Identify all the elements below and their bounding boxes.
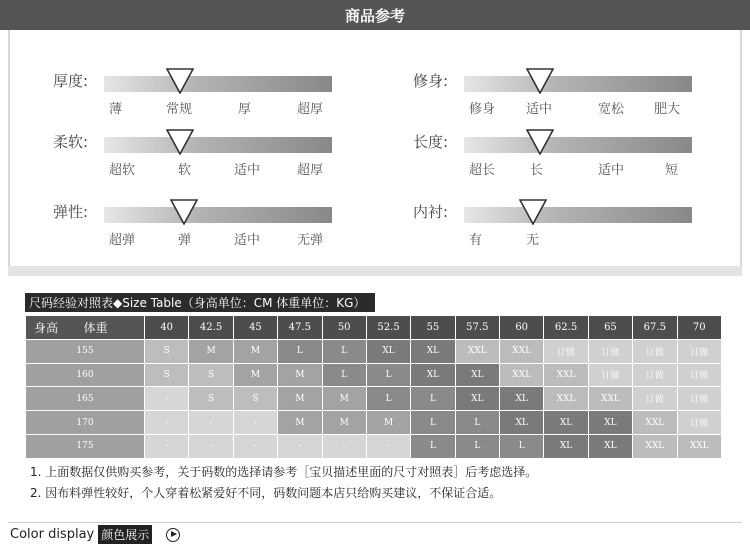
size-cell: XL bbox=[500, 387, 544, 411]
size-cell: XL bbox=[544, 411, 588, 435]
attribute-tick-label: 长 bbox=[530, 163, 544, 178]
size-cell: 订做 bbox=[588, 339, 632, 363]
attribute-scale-bar bbox=[104, 207, 332, 223]
size-cell: M bbox=[366, 411, 410, 435]
size-cell: L bbox=[411, 434, 455, 458]
size-cell: XL bbox=[455, 363, 499, 387]
attribute-row bbox=[53, 199, 343, 259]
weight-header: 50 bbox=[322, 316, 366, 340]
size-cell: XXL bbox=[544, 363, 588, 387]
size-cell: L bbox=[322, 363, 366, 387]
attribute-row bbox=[53, 68, 343, 128]
size-cell: L bbox=[322, 339, 366, 363]
attribute-tick-label: 宽松 bbox=[598, 102, 625, 117]
size-cell: - bbox=[233, 434, 277, 458]
size-cell: M bbox=[233, 363, 277, 387]
weight-header: 40 bbox=[145, 316, 189, 340]
size-cell: M bbox=[278, 363, 322, 387]
attribute-tick-label: 超弹 bbox=[109, 233, 136, 248]
size-cell: S bbox=[145, 363, 189, 387]
attribute-label: 长度: bbox=[413, 133, 449, 151]
weight-header: 52.5 bbox=[366, 316, 410, 340]
size-cell: XL bbox=[500, 411, 544, 435]
size-table-corner bbox=[26, 316, 145, 340]
weight-header: 62.5 bbox=[544, 316, 588, 340]
attribute-tick-label: 无弹 bbox=[297, 233, 324, 248]
size-cell: XL bbox=[366, 339, 410, 363]
size-cell: M bbox=[189, 339, 233, 363]
weight-header: 70 bbox=[677, 316, 722, 340]
size-cell: - bbox=[278, 434, 322, 458]
corner-weight-label: 体重 bbox=[83, 320, 108, 335]
size-cell: L bbox=[455, 434, 499, 458]
weight-header: 45 bbox=[233, 316, 277, 340]
size-cell: S bbox=[189, 387, 233, 411]
attribute-scale-bar bbox=[104, 137, 332, 153]
table-row bbox=[26, 411, 722, 435]
attribute-tick-label: 超厚 bbox=[297, 163, 324, 178]
size-cell: XL bbox=[588, 411, 632, 435]
weight-header: 57.5 bbox=[455, 316, 499, 340]
scale-marker-icon bbox=[166, 129, 194, 155]
weight-header: 55 bbox=[411, 316, 455, 340]
attribute-tick-label: 短 bbox=[665, 163, 679, 178]
size-cell: 订做 bbox=[588, 363, 632, 387]
size-cell: 订做 bbox=[633, 339, 677, 363]
size-cell: XXL bbox=[544, 387, 588, 411]
table-row bbox=[26, 339, 722, 363]
attribute-scale-bar bbox=[464, 76, 692, 92]
size-cell: XL bbox=[411, 363, 455, 387]
attribute-label: 厚度: bbox=[53, 72, 89, 90]
attribute-row bbox=[53, 129, 343, 189]
size-cell: 订做 bbox=[633, 387, 677, 411]
table-row bbox=[26, 434, 722, 458]
size-cell: XXL bbox=[633, 434, 677, 458]
size-cell: S bbox=[233, 387, 277, 411]
size-cell: 订做 bbox=[677, 339, 722, 363]
scale-marker-icon bbox=[519, 199, 547, 225]
size-cell: XL bbox=[544, 434, 588, 458]
size-cell: - bbox=[145, 434, 189, 458]
attribute-tick-label: 有 bbox=[469, 233, 483, 248]
size-cell: M bbox=[278, 411, 322, 435]
weight-header: 47.5 bbox=[278, 316, 322, 340]
height-cell: 175 bbox=[26, 434, 145, 458]
size-cell: 订做 bbox=[677, 411, 722, 435]
size-cell: L bbox=[411, 411, 455, 435]
attribute-label: 内衬: bbox=[413, 203, 449, 221]
size-cell: XXL bbox=[588, 387, 632, 411]
size-cell: XL bbox=[455, 387, 499, 411]
corner-height-label: 身高 bbox=[34, 320, 59, 335]
attribute-tick-label: 超长 bbox=[469, 163, 496, 178]
size-cell: 订做 bbox=[633, 363, 677, 387]
size-cell: - bbox=[366, 434, 410, 458]
table-row bbox=[26, 387, 722, 411]
weight-header: 60 bbox=[500, 316, 544, 340]
attribute-scale-bar bbox=[464, 207, 692, 223]
attribute-label: 弹性: bbox=[53, 203, 89, 221]
size-cell: L bbox=[455, 411, 499, 435]
scale-marker-icon bbox=[170, 199, 198, 225]
footer-divider bbox=[8, 522, 742, 523]
size-cell: M bbox=[322, 387, 366, 411]
size-cell: L bbox=[278, 339, 322, 363]
scale-marker-icon bbox=[526, 68, 554, 94]
size-cell: L bbox=[411, 387, 455, 411]
play-circle-icon[interactable] bbox=[166, 528, 180, 542]
size-cell: S bbox=[189, 363, 233, 387]
attribute-row bbox=[413, 68, 703, 128]
attribute-scale-bar bbox=[464, 137, 692, 153]
color-display-heading bbox=[10, 525, 180, 544]
attribute-row bbox=[413, 129, 703, 189]
attribute-tick-label: 适中 bbox=[234, 233, 261, 248]
attribute-scale-bar bbox=[104, 76, 332, 92]
scale-marker-icon bbox=[166, 68, 194, 94]
note-1: 1. 上面数据仅供购买参考，关于码数的选择请参考［宝贝描述里面的尺寸对照表］后考虑选择。 bbox=[30, 465, 538, 479]
size-cell: - bbox=[145, 411, 189, 435]
size-cell: - bbox=[189, 434, 233, 458]
size-cell: 订做 bbox=[544, 339, 588, 363]
section-header bbox=[0, 0, 750, 30]
size-cell: XL bbox=[588, 434, 632, 458]
size-cell: M bbox=[278, 387, 322, 411]
size-cell: 订做 bbox=[677, 387, 722, 411]
attribute-tick-label: 适中 bbox=[598, 163, 625, 178]
attribute-tick-label: 超厚 bbox=[297, 102, 324, 117]
size-cell: 订做 bbox=[677, 363, 722, 387]
height-cell: 160 bbox=[26, 363, 145, 387]
size-cell: XXL bbox=[633, 411, 677, 435]
height-cell: 155 bbox=[26, 339, 145, 363]
attribute-tick-label: 无 bbox=[526, 233, 540, 248]
weight-header: 42.5 bbox=[189, 316, 233, 340]
size-cell: XXL bbox=[500, 339, 544, 363]
attribute-tick-label: 修身 bbox=[469, 102, 496, 117]
size-cell: XXL bbox=[500, 363, 544, 387]
attribute-tick-label: 超软 bbox=[109, 163, 136, 178]
weight-header: 67.5 bbox=[633, 316, 677, 340]
notes bbox=[30, 462, 537, 504]
color-display-cn: 颜色展示 bbox=[98, 525, 152, 544]
size-cell: XXL bbox=[677, 434, 722, 458]
size-cell: L bbox=[366, 363, 410, 387]
attribute-label: 修身: bbox=[413, 72, 449, 90]
size-cell: L bbox=[500, 434, 544, 458]
height-cell: 170 bbox=[26, 411, 145, 435]
attribute-tick-label: 弹 bbox=[178, 233, 192, 248]
attribute-tick-label: 软 bbox=[178, 163, 192, 178]
scale-marker-icon bbox=[526, 129, 554, 155]
size-cell: M bbox=[233, 339, 277, 363]
size-cell: M bbox=[322, 411, 366, 435]
size-cell: - bbox=[189, 411, 233, 435]
color-display-en: Color display bbox=[10, 527, 95, 542]
size-table-title: 尺码经验对照表◆Size Table（身高单位：CM 体重单位：KG） bbox=[25, 293, 375, 312]
size-cell: S bbox=[145, 339, 189, 363]
size-cell: XXL bbox=[455, 339, 499, 363]
size-cell: XL bbox=[411, 339, 455, 363]
size-cell: - bbox=[145, 387, 189, 411]
size-cell: - bbox=[233, 411, 277, 435]
size-cell: L bbox=[366, 387, 410, 411]
section-title: 商品参考 bbox=[344, 6, 405, 25]
attribute-row bbox=[413, 199, 703, 259]
attribute-tick-label: 薄 bbox=[109, 102, 123, 117]
attribute-tick-label: 厚 bbox=[238, 102, 252, 117]
weight-header: 65 bbox=[588, 316, 632, 340]
size-cell: - bbox=[322, 434, 366, 458]
note-2: 2. 因布料弹性较好，个人穿着松紧爱好不同，码数问题本店只给购买建议，不保证合适。 bbox=[30, 486, 502, 500]
attribute-tick-label: 常规 bbox=[166, 102, 193, 117]
panel-divider bbox=[8, 266, 742, 276]
size-table bbox=[25, 315, 722, 459]
attribute-label: 柔软: bbox=[53, 133, 89, 151]
attribute-tick-label: 适中 bbox=[526, 102, 553, 117]
table-row bbox=[26, 363, 722, 387]
attribute-tick-label: 肥大 bbox=[654, 102, 681, 117]
attribute-tick-label: 适中 bbox=[234, 163, 261, 178]
height-cell: 165 bbox=[26, 387, 145, 411]
